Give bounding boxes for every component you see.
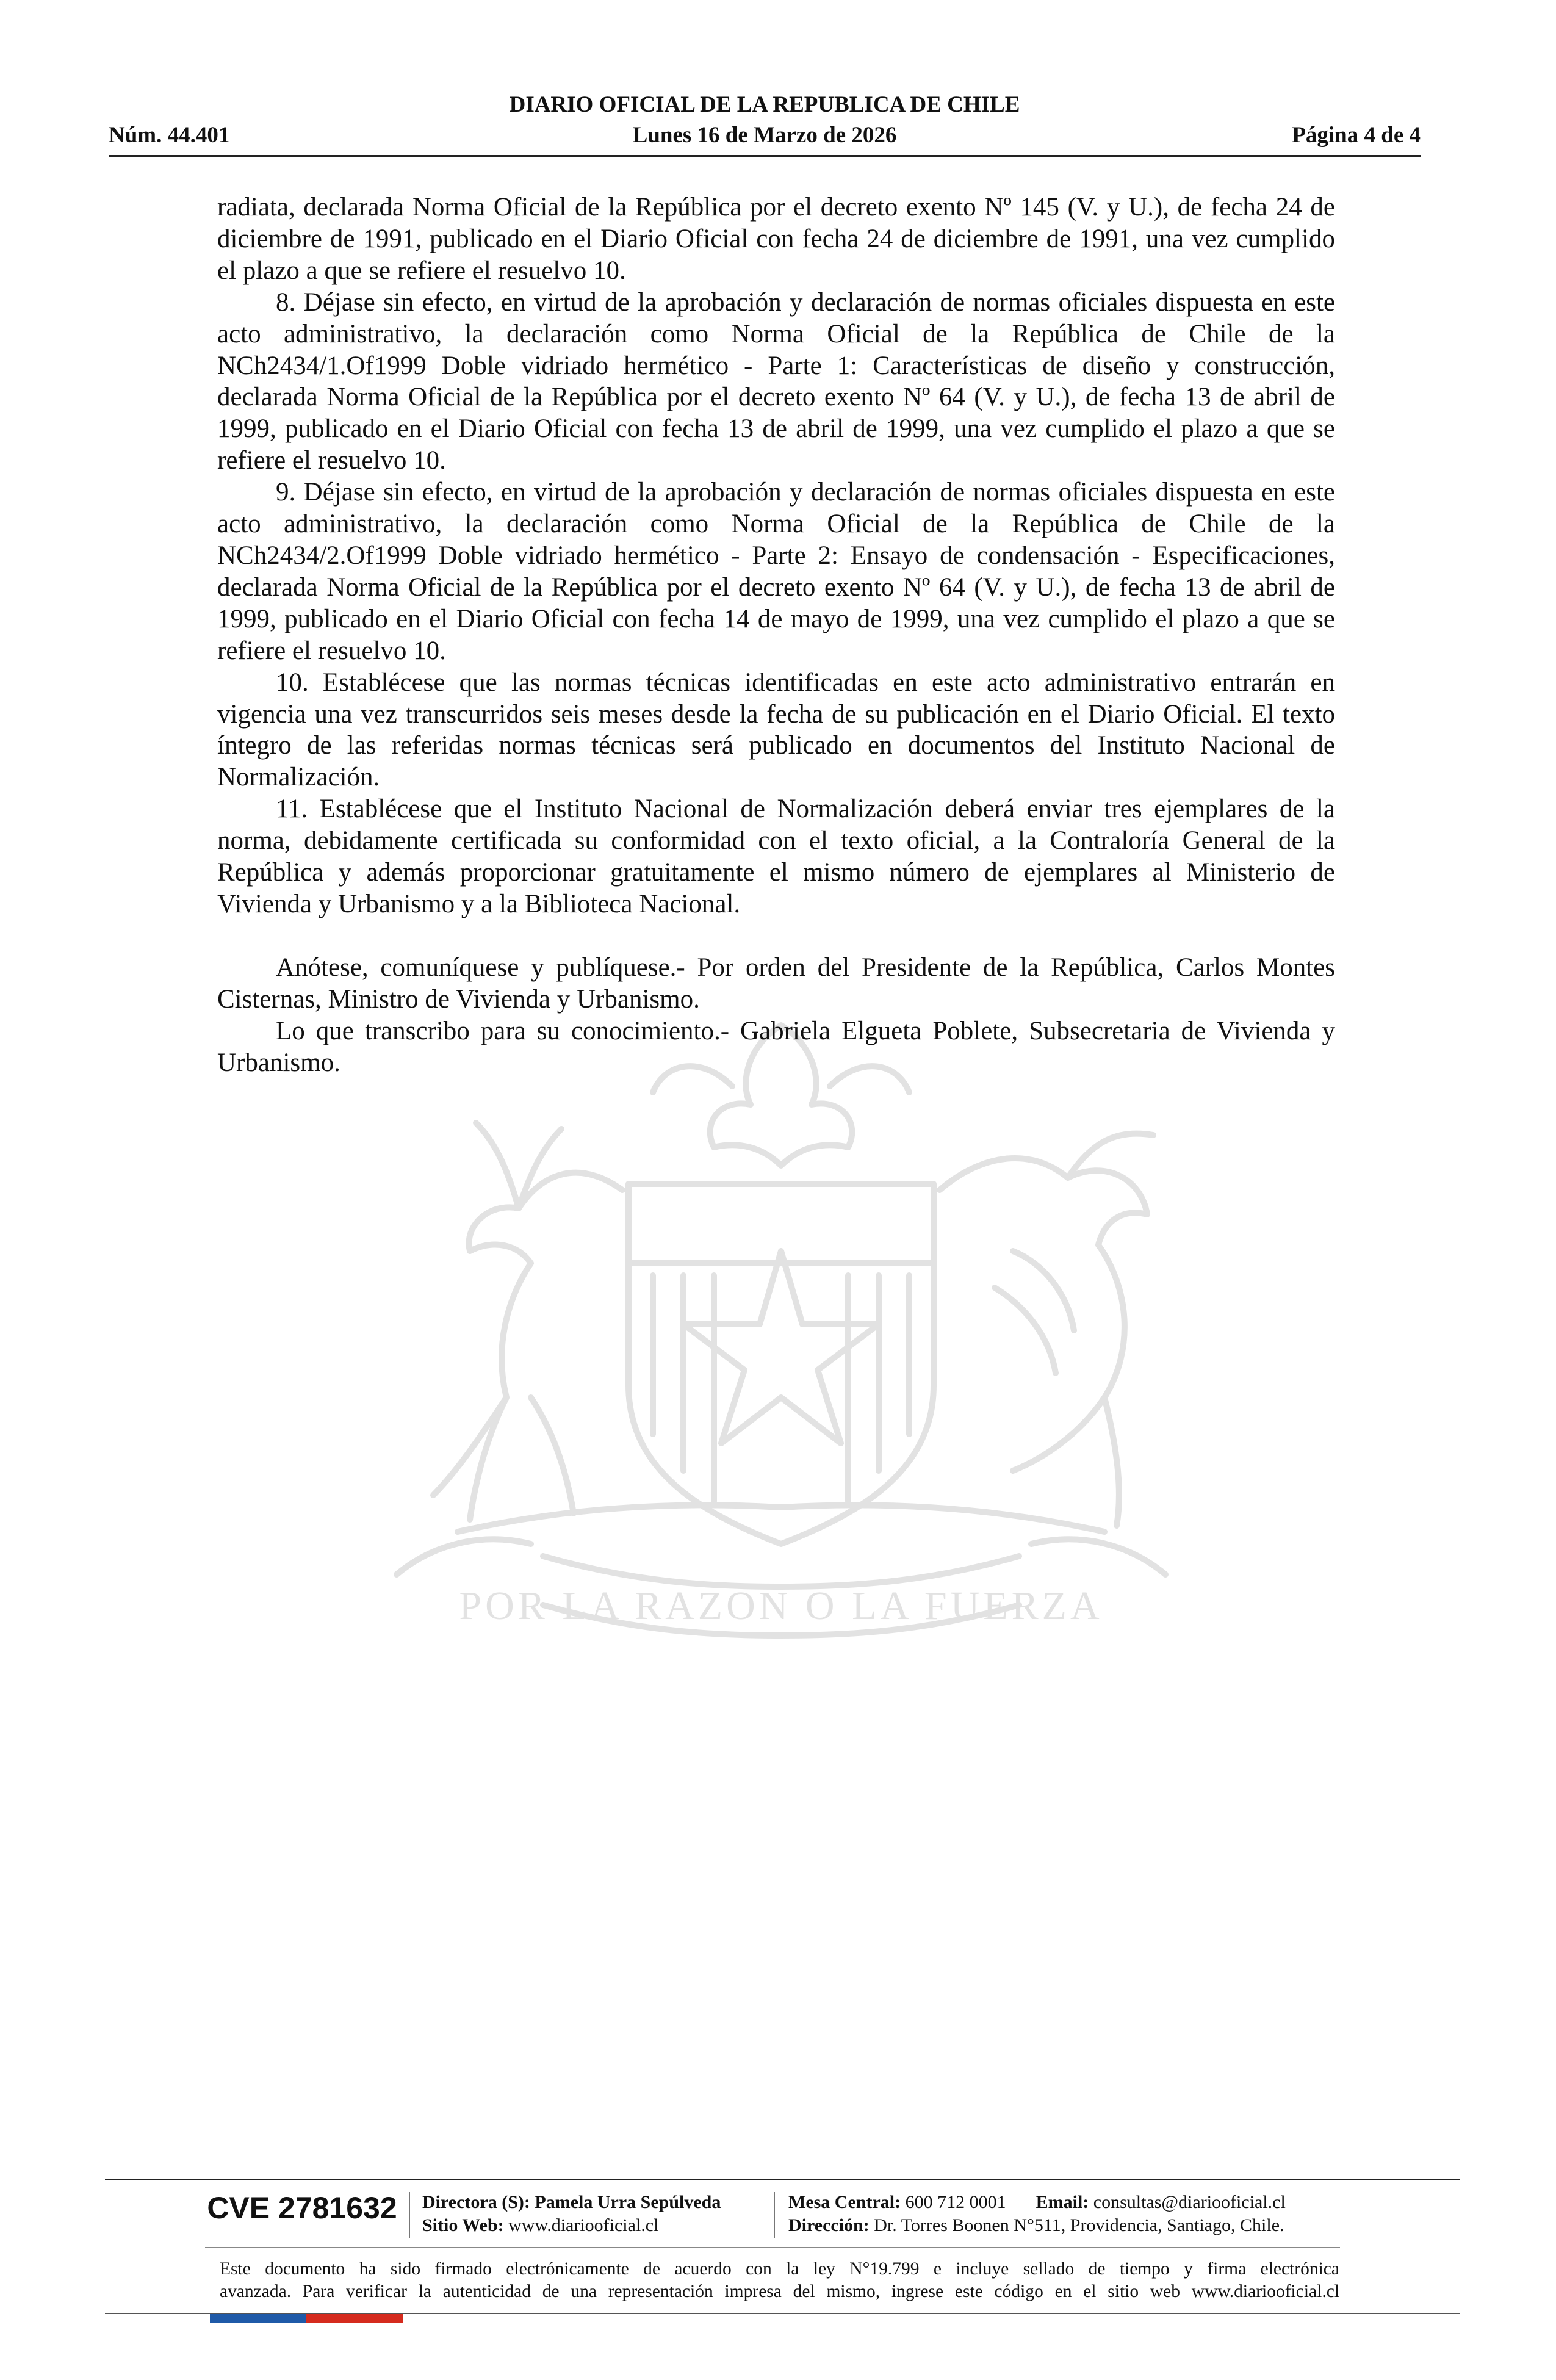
footer-separator [774,2192,775,2238]
paragraph: radiata, declarada Norma Oficial de la República por el decreto exento Nº 145 (V. y U.), de fecha 24 de diciembre de 1991, publicado en el Diario Oficial con fecha 24 de diciembre de 1991, una vez cumplido el plazo a que se refiere el resuelvo 10. [217,193,1335,285]
address-label: Dirección: [788,2215,870,2235]
phone-number: 600 712 0001 [905,2192,1006,2212]
director-label: Directora (S): [422,2192,530,2212]
paragraph: 9. Déjase sin efecto, en virtud de la aprobación y declaración de normas oficiales dispuesta en este acto administrativo, la declaración como Norma Oficial de la República de Chile de la NCh2434/2.Of1999 Doble vidriado hermético - Parte 2: Ensayo de condensación - Especificaciones, declarada Norma Oficial de la República por el decreto exento Nº 64 (V. y U.), de fecha 13 de abril de 1999, publicado en el Diario Oficial con fecha 14 de mayo de 1999, una vez cumplido el plazo a que se refiere el resuelvo 10. [217,478,1335,665]
watermark-motto: POR LA RAZON O LA FUERZA [459,1584,1103,1628]
issue-number: Núm. 44.401 [109,123,230,148]
footer-separator [409,2192,410,2238]
email-label: Email: [1036,2192,1089,2212]
header-divider [109,155,1421,157]
footer-director [422,2191,721,2214]
paragraph: 11. Establécese que el Instituto Nacional de Normalización deberá enviar tres ejemplares de la norma, debidamente certificada su conformidad con el texto oficial, a la Contraloría General de la República y además proporcionar gratuitamente el mismo número de ejemplares al Ministerio de Vivienda y Urbanismo y a la Biblioteca Nacional. [217,795,1335,918]
email-link[interactable]: consultas@diariooficial.cl [1093,2192,1286,2212]
cve-code: CVE 2781632 [207,2191,397,2225]
website-label: Sitio Web: [422,2215,504,2235]
director-name: Pamela Urra Sepúlveda [535,2192,721,2212]
website-link[interactable]: www.diariooficial.cl [508,2215,659,2235]
footer-divider-top [105,2179,1460,2180]
paragraph: 10. Establécese que las normas técnicas identificadas en este acto administrativo entrarán en vigencia una vez transcurridos seis meses desde la fecha de su publicación en el Diario Oficial. El texto íntegro de las referidas normas técnicas será publicado en documentos del Instituto Nacional de Normalización. [217,668,1335,792]
phone-label: Mesa Central: [788,2192,901,2212]
footer-website [422,2214,658,2237]
closing-paragraph: Lo que transcribo para su conocimiento.- Gabriela Elgueta Poblete, Subsecretaria de Vivienda y Urbanismo. [217,1016,1335,1077]
page-header [109,92,1421,157]
legal-notice [220,2258,1339,2303]
flag-color-bar [210,2314,403,2323]
legal-notice-line: Este documento ha sido firmado electrónicamente de acuerdo con la ley N°19.799 e incluye sellado de tiempo y firma electrónica [220,2259,1339,2279]
address-value: Dr. Torres Boonen N°511, Providencia, Santiago, Chile. [874,2215,1284,2235]
footer-address [788,2214,1284,2237]
closing-paragraph: Anótese, comuníquese y publíquese.- Por orden del Presidente de la República, Carlos Montes Cisternas, Ministro de Vivienda y Urbanismo. [217,953,1335,1014]
legal-notice-line: avanzada. Para verificar la autenticidad de una representación impresa del mismo, ingrese este código en el sitio web www.diariooficial.cl [220,2282,1339,2301]
publication-title: DIARIO OFICIAL DE LA REPUBLICA DE CHILE [509,92,1020,117]
flag-blue-segment [210,2314,306,2323]
coat-of-arms-watermark-icon [201,1007,1361,1648]
document-body [217,192,1335,1078]
paragraph-gap [217,920,1335,952]
footer-contact [788,2191,1286,2214]
publication-date: Lunes 16 de Marzo de 2026 [632,123,897,148]
page-number: Página 4 de 4 [1292,123,1421,148]
flag-red-segment [306,2314,403,2323]
footer-divider-middle [205,2247,1340,2248]
paragraph: 8. Déjase sin efecto, en virtud de la aprobación y declaración de normas oficiales dispuesta en este acto administrativo, la declaración como Norma Oficial de la República de Chile de la NCh2434/1.Of1999 Doble vidriado hermético - Parte 1: Características de diseño y construcción, declarada Norma Oficial de la República por el decreto exento Nº 64 (V. y U.), de fecha 13 de abril de 1999, publicado en el Diario Oficial con fecha 13 de abril de 1999, una vez cumplido el plazo a que se refiere el resuelvo 10. [217,287,1335,475]
